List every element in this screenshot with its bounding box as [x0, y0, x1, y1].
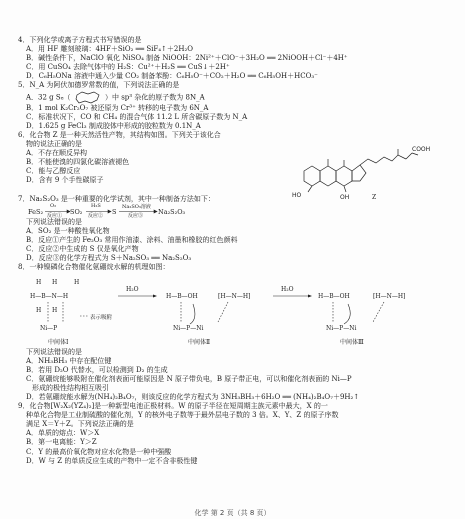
- q9-stem-line2: 种单化合物是工业制硫酸的催化剂，Y 的核外电子数等于最外层电子数的 3 倍。X、Y、Z 的原子序数: [26, 411, 339, 420]
- q7-option-a: A．SO₂ 是一种酸性氧化物: [26, 227, 110, 236]
- scheme-product: Na₂S₂O₃: [158, 207, 186, 216]
- mech-h2o-1: H₂O: [126, 285, 139, 293]
- q4-option-a: A．用 HF 雕刻玻璃：4HF＋SiO₂ ══ SiF₄↑＋2H₂O: [26, 45, 194, 54]
- q8-option-c: C．氨硼烷能够吸附在催化剂表面可能原因是 N 原子带负电，B 原子带正电，可以和催化剂表面的 Ni—P: [26, 374, 352, 383]
- compound-label: Z: [372, 193, 377, 201]
- q9-option-c: C．Y 的最高价氧化物对应水化物是一种中强酸: [26, 447, 172, 456]
- svg-text:H: H: [74, 278, 80, 286]
- scheme-na2so3: Na₂SO₃溶液: [122, 203, 151, 210]
- q6-stem: 6．化合物 Z 是一种天然活性产物，其结构如图。下列关于该化合: [18, 130, 221, 139]
- svg-text:Ni—P: Ni—P: [40, 324, 58, 332]
- q8-stem: 8．一种镍磷化合物催化氨硼烷水解的机理如图：: [18, 263, 170, 272]
- mech-intermediate-3: 中间体Ⅲ: [340, 338, 364, 346]
- q5-option-a: [18, 91, 448, 104]
- q7-synthesis-scheme: [18, 204, 448, 218]
- mechanism-structures: [18, 274, 448, 346]
- svg-text:H—B—OH: H—B—OH: [166, 292, 198, 300]
- q7-stem: 7．Na₂S₂O₃ 是一种重要的化学试剂，其中一种制备方法如下：: [18, 194, 215, 203]
- q8-option-c-line2: 形成的极性结构相互吸引: [32, 383, 109, 392]
- q9-stem-line3: 满足 X＝Y＋Z。下列说法正确的是: [26, 420, 134, 429]
- svg-text:Ni—P—Ni: Ni—P—Ni: [326, 324, 357, 332]
- q6-option-c: C．能与乙醇反应: [26, 167, 81, 176]
- mech-h2o-2: H₂O: [281, 285, 294, 293]
- oh-label: OH: [340, 193, 350, 201]
- svg-text:H: H: [36, 306, 42, 314]
- q7-sub-stem: 下列说法错误的是: [26, 217, 82, 226]
- q5-option-d: D．1.625 g FeCl₃ 制成胶体中形成的胶粒数为 0.1N_A: [26, 121, 201, 130]
- q7-option-d: D．反应③的化学方程式为 S＋Na₂SO₃ ══ Na₂S₂O₃: [26, 254, 192, 263]
- q8-option-d: D．若氨硼烷能水解为(NH₄)₂B₄O₇，则该反应的化学方程式为 3NH₃BH₃＋6H₂O ══ (NH₄)₂B₄O₇＋9H₂↑: [26, 392, 360, 401]
- question-column: [18, 36, 448, 466]
- q4-option-c: C．用 CuSO₄ 去除气体中的 H₂S：Cu²⁺＋H₂S ══ CuS↓＋2H⁺: [26, 63, 230, 72]
- q8-option-b: B．若用 D₂O 代替水，可以检测到 D₂ 的生成: [26, 365, 168, 374]
- q5-option-c: C．标准状况下，CO 和 CH₄ 的混合气体 11.2 L 所含碳原子数为 N_A: [26, 112, 248, 121]
- q6-option-a: A．不存在顺反异构: [26, 149, 88, 158]
- ho-label: HO: [292, 191, 302, 199]
- scheme-h2s: H₂S: [91, 202, 101, 209]
- s8-ring-structure: [73, 91, 103, 104]
- svg-text:[H—N—H]: [H—N—H]: [373, 292, 406, 300]
- q4-option-d: D．C₆H₅ONa 溶液中通入少量 CO₂ 制备苯酚：C₆H₅O⁻＋CO₂＋H₂O ══ C₆H₅OH＋HCO₃⁻: [26, 72, 318, 81]
- scheme-r2: 反应②: [88, 212, 104, 219]
- q5-stem: 5．N_A 为阿伏加德罗常数的值，下列说法正确的是: [18, 81, 180, 90]
- svg-text:H—B—N—H: H—B—N—H: [30, 292, 69, 300]
- q6-stem-line2: 物的说法正确的是: [26, 139, 82, 148]
- scheme-r1: 反应①: [47, 212, 63, 219]
- mech-intermediate-1: 中间体Ⅰ: [48, 338, 69, 346]
- svg-text:H: H: [52, 278, 58, 286]
- q9-stem: 9．化合物[W₂X₂(YZ₄)₂]是一种新型电池正极材料。W 的原子半径在短周期主族元素中最大，X 的一: [18, 402, 328, 411]
- scheme-so2: SO₂: [70, 207, 83, 216]
- svg-text:H: H: [36, 278, 42, 286]
- scheme-arrows: [18, 204, 188, 218]
- q8-option-a: A．NH₃BH₃ 中存在配位键: [26, 356, 112, 365]
- page-footer: 化学 第 2 页（共 8 页）: [194, 509, 271, 517]
- q6-option-b: B．不能使溴的四氯化碳溶液褪色: [26, 158, 130, 167]
- scheme-o2: O₂: [50, 202, 57, 209]
- q6-option-d: D．含有 9 个手性碳原子: [26, 176, 104, 185]
- q5-option-a-text: A．32 g S₈（: [26, 93, 71, 102]
- q7-option-b: B．反应①产生的 Fe₂O₃ 常用作油漆、涂料、油墨和橡胶的红色颜料: [26, 236, 238, 245]
- svg-text:H—B—OH: H—B—OH: [318, 292, 350, 300]
- scheme-fes2: FeS₂: [28, 207, 44, 216]
- q9-option-a: A．单质的熔点：W＞X: [26, 429, 100, 438]
- mech-adsorption-note: 表示吸附: [90, 314, 113, 321]
- scheme-s: S: [112, 207, 117, 216]
- svg-text:[H—N—H]: [H—N—H]: [218, 292, 251, 300]
- q4-option-b: B．碱性条件下，NaClO 氧化 NiSO₄ 制备 NiOOH：2Ni²⁺＋ClO⁻＋3H₂O ══ 2NiOOH＋Cl⁻＋4H⁺: [26, 54, 348, 63]
- q5-option-a-tail: ）中 sp³ 杂化的原子数为 8N_A: [104, 93, 205, 102]
- svg-text:Ni—P—Ni: Ni—P—Ni: [173, 324, 204, 332]
- q5-option-b: B．1 mol K₂Cr₂O₇ 被还原为 Cr³⁺ 转移的电子数为 6N_A: [26, 103, 209, 112]
- mech-intermediate-2: 中间体Ⅱ: [188, 338, 211, 346]
- q9-option-b: B．第一电离能：Y＞Z: [26, 438, 97, 447]
- q4-stem: 4．下列化学或离子方程式书写错误的是: [18, 36, 142, 44]
- compound-z-structure: [284, 141, 434, 203]
- q8-sub-stem: 下列说法错误的是: [26, 347, 82, 356]
- scheme-r3: 反应③: [128, 212, 144, 219]
- q8-mechanism-diagram: [18, 274, 448, 346]
- q9-option-d: D．W 与 Z 的单质反应生成的产物中一定不含非极性键: [26, 456, 198, 465]
- cooh-label: COOH: [412, 145, 431, 153]
- q7-option-c: C．反应②中生成的 S 仅是氧化产物: [26, 245, 139, 254]
- svg-text:H: H: [52, 306, 58, 314]
